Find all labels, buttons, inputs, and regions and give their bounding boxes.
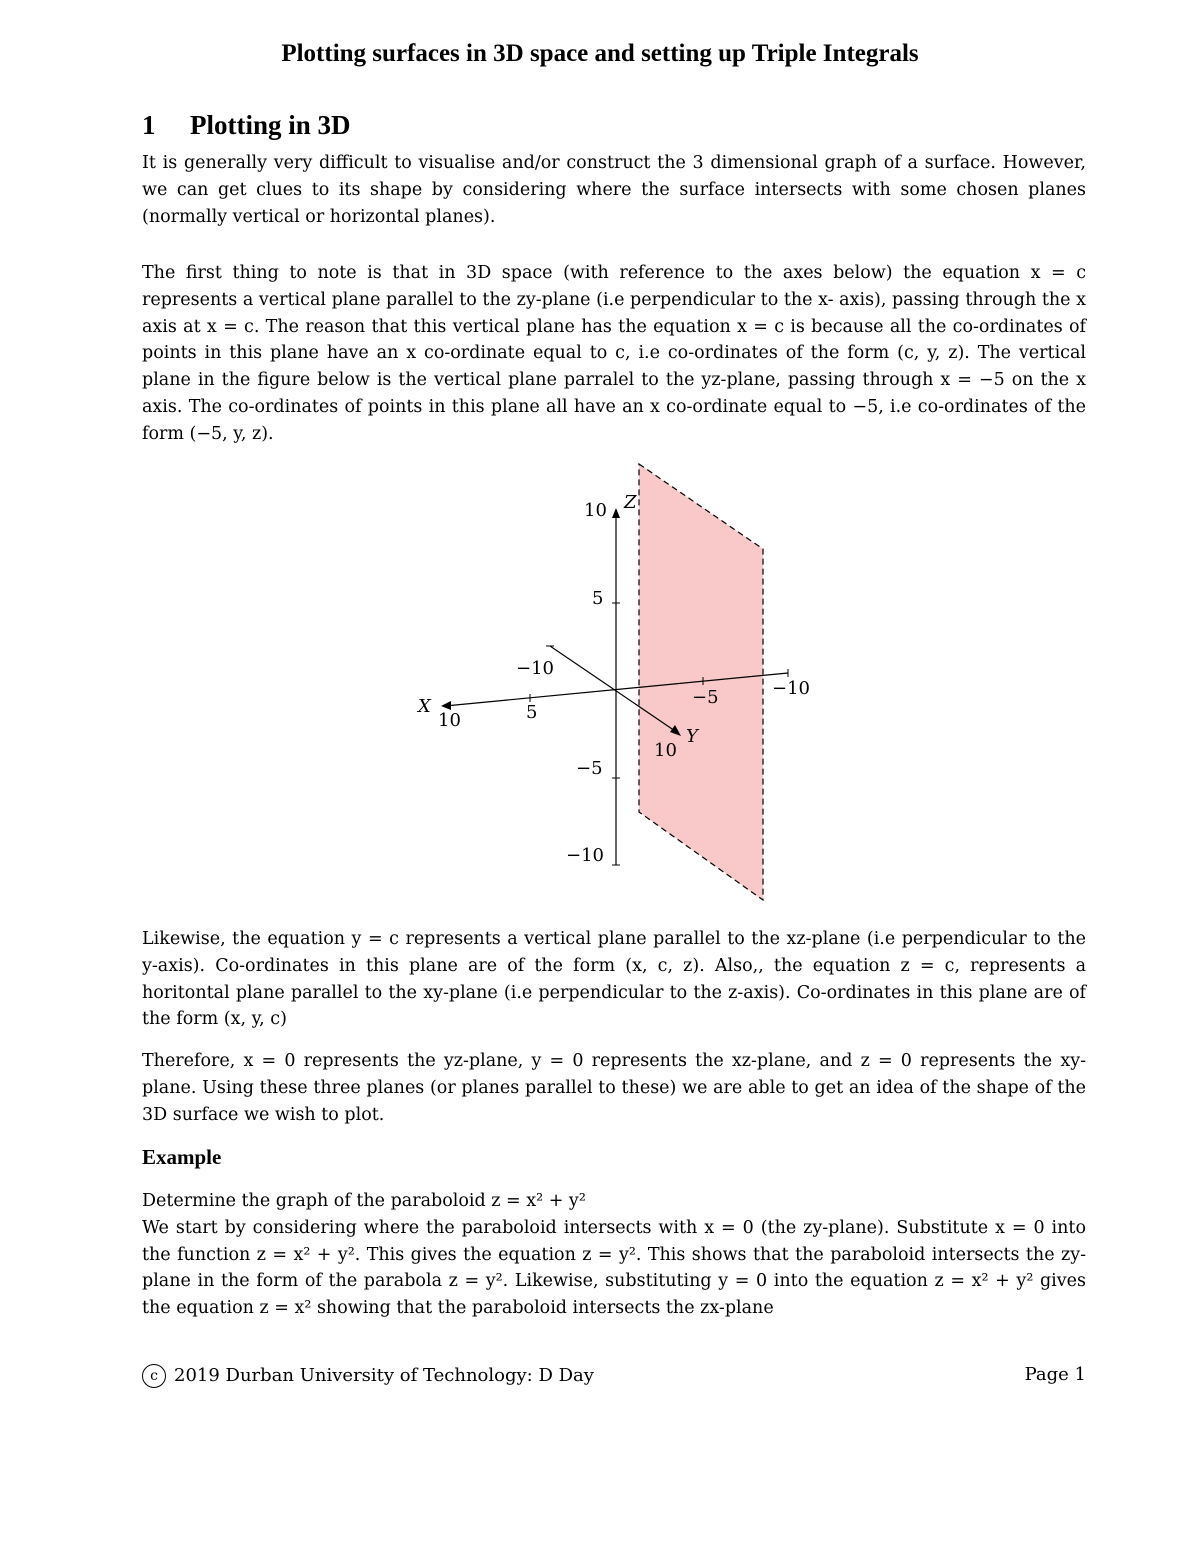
x-tick-label-5: 5 — [526, 702, 538, 723]
z-tick-label-minus-10: −10 — [566, 845, 604, 866]
x-tick-label-minus-5: −5 — [692, 687, 719, 708]
x-tick-label-minus-10: −10 — [772, 678, 810, 699]
copyright-icon: c — [142, 1364, 166, 1388]
vertical-plane-x-minus-5 — [639, 464, 763, 900]
y-tick-label-minus-10: −10 — [516, 658, 554, 679]
section-title: Plotting in 3D — [190, 110, 351, 140]
paragraph-vertical-plane: The first thing to note is that in 3D space (with reference to the axes below) the equation x = c represents a vertical plane parallel to the zy-plane (i.e perpendicular to the x- axis), passing through the x axis at x = c. The reason that this vertical plane has the equation x = c is because all the co-ordinates of points in this plane have an x co-ordinate equal to c, i.e co-ordinates of the form (c, y, z). The vertical plane in the figure below is the vertical plane parralel to the yz-plane, passing through x = −5 on the x axis. The co-ordinates of points in this plane all have an x co-ordinate equal to −5, i.e co-ordinates of the form (−5, y, z). — [142, 263, 1086, 444]
example-heading: Example — [142, 1145, 222, 1169]
page-number: Page 1 — [1024, 1364, 1086, 1385]
section-number: 1 — [142, 110, 156, 140]
paragraph-other-planes: Likewise, the equation y = c represents a vertical plane parallel to the xz-plane (i.e perpendicular to the y-axis). Co-ordinates in this plane are of the form (x, c, z). Also,, the equation z = c, represents a horitontal plane parallel to the xy-plane (i.e perpendicular to the z-axis). Co-ordinates in this plane are of the form (x, y, c) — [142, 929, 1086, 1030]
paragraph-coordinate-planes: Therefore, x = 0 represents the yz-plane, y = 0 represents the xz-plane, and z = 0 represents the xy-plane. Using these three planes (or planes parallel to these) we are able to get an idea of the shape of the 3D surface we wish to plot. — [142, 1051, 1086, 1125]
z-tick-label-10: 10 — [584, 500, 607, 521]
z-axis-label: Z — [624, 492, 637, 513]
x-axis-label: X — [418, 696, 431, 717]
y-tick-label-10: 10 — [654, 740, 677, 761]
footer-copyright — [142, 1364, 594, 1388]
x-axis-arrow — [441, 701, 451, 710]
example-text: Determine the graph of the paraboloid z = x² + y² We start by considering where the paraboloid intersects with x = 0 (the zy-plane). Substitute x = 0 into the function z = x² + y². This gives the equation z = y². This shows that the paraboloid intersects the zy-plane in the form of the parabola z = y². Likewise, substituting y = 0 into the equation z = x² + y² gives the equation z = x² showing that the paraboloid intersects the zx-plane — [142, 1191, 1086, 1319]
paragraph-intro: It is generally very difficult to visualise and/or construct the 3 dimensional graph of a surface. However, we can get clues to its shape by considering where the surface intersects with some chosen planes (normally vertical or horizontal planes). — [142, 153, 1086, 227]
section-heading — [142, 110, 351, 141]
x-tick-label-10: 10 — [438, 710, 461, 731]
document-title: Plotting surfaces in 3D space and setting up Triple Integrals — [281, 40, 919, 67]
z-tick-label-5: 5 — [592, 588, 604, 609]
z-tick-label-minus-5: −5 — [576, 758, 603, 779]
z-axis-arrow — [612, 508, 620, 518]
y-axis-label: Y — [686, 726, 698, 747]
plane-axes-figure — [400, 460, 840, 910]
footer-left-text: 2019 Durban University of Technology: D Day — [174, 1365, 594, 1386]
